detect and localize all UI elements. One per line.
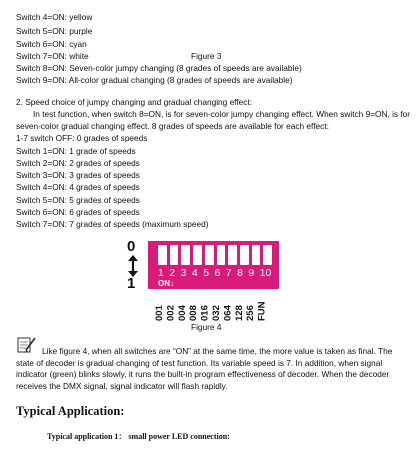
dip-knob[interactable] — [252, 245, 261, 265]
dip-label-one: 1 — [127, 275, 136, 292]
speed-list-item: Switch 1=ON: 1 grade of speeds — [16, 146, 136, 156]
dip-number: 3 — [180, 267, 187, 279]
dip-knob[interactable] — [193, 245, 202, 265]
dip-number: 6 — [214, 267, 221, 279]
dip-knob[interactable] — [205, 245, 214, 265]
dip-knob[interactable] — [170, 245, 179, 265]
switch-list-item: Switch 9=ON: All-color gradual changing (8 grades of speeds are available) — [16, 75, 293, 85]
speed-list-item: Switch 2=ON: 2 grades of speeds — [16, 158, 140, 168]
dip-number: 10 — [259, 267, 272, 279]
dip-value: 002 — [165, 305, 177, 321]
dip-value: 008 — [188, 305, 200, 321]
speed-list-item: Switch 7=ON: 7 grades of speeds (maximum speed) — [16, 219, 209, 229]
section-body: In test function, when switch 8=ON, is for seven-color jumpy changing effect. When switch 9=ON, is for seven-color gradual changing effect. 8 grades of speeds are available for each effect: — [16, 109, 411, 131]
figure3-caption: Figure 3 — [191, 51, 222, 61]
speed-list-item: Switch 6=ON: 6 grades of speeds — [16, 207, 140, 217]
dip-value: 256 — [245, 305, 257, 321]
note-paragraph: Like figure 4, when all switches are “ON” at the same time, the more value is taken as final. The state of decoder is gradual changing of test function. Its variable speed is 7. In addition, when signal indicator (green) blinks slowly, it runs the built-in program effectiveness of decoder. When the decoder receives the DMX signal, signal indicator will flash rapidly. — [16, 346, 393, 391]
dip-value: 064 — [222, 305, 234, 321]
dip-value: 032 — [211, 305, 222, 321]
figure4-caption: Figure 4 — [191, 322, 222, 332]
speed-list-item: Switch 4=ON: 4 grades of speeds — [16, 182, 140, 192]
speed-list-item: 1-7 switch OFF: 0 grades of speeds — [16, 133, 148, 143]
dip-knob[interactable] — [158, 245, 167, 265]
dip-number: 5 — [203, 267, 210, 279]
dip-knob[interactable] — [181, 245, 190, 265]
dip-number: 7 — [225, 267, 232, 279]
dip-number: 9 — [248, 267, 255, 279]
typical-application-heading: Typical Application: — [16, 404, 125, 418]
switch-list-item: Switch 5=ON: purple — [16, 26, 93, 36]
dip-value: 016 — [199, 305, 211, 321]
dip-value: 004 — [176, 305, 188, 321]
dip-value-row — [155, 291, 285, 321]
dip-knob[interactable] — [240, 245, 249, 265]
section-heading: 2. Speed choice of jumpy changing and gradual changing effect: — [16, 97, 253, 107]
dip-knob[interactable] — [217, 245, 226, 265]
dip-knob[interactable] — [228, 245, 237, 265]
dip-number: 2 — [169, 267, 176, 279]
dip-on-label: ON↓ — [158, 279, 174, 288]
dip-label-zero: 0 — [127, 238, 136, 255]
dip-knob-row — [158, 245, 272, 265]
switch-list-item: Switch 7=ON: white — [16, 51, 89, 61]
switch-list-item: Switch 4=ON: yellow — [16, 12, 93, 22]
dip-number-row — [158, 268, 276, 279]
dip-value: 001 — [154, 305, 165, 321]
speed-list-item: Switch 3=ON: 3 grades of speeds — [16, 170, 140, 180]
dip-value: FUN — [256, 301, 268, 321]
dip-number: 4 — [191, 267, 198, 279]
dip-switch-body — [148, 241, 279, 289]
dip-value: 128 — [233, 305, 245, 321]
switch-list-item: Switch 8=ON: Seven-color jumpy changing (8 grades of speeds are available) — [16, 63, 302, 73]
speed-list-item: Switch 5=ON: 5 grades of speeds — [16, 195, 140, 205]
up-down-arrow-icon — [126, 255, 140, 277]
dip-number: 1 — [158, 267, 164, 279]
dip-knob[interactable] — [263, 245, 272, 265]
dip-number: 8 — [237, 267, 243, 279]
typical-application-subheading: Typical application 1： small power LED connection: — [47, 432, 230, 441]
switch-list-item: Switch 6=ON: cyan — [16, 39, 87, 49]
